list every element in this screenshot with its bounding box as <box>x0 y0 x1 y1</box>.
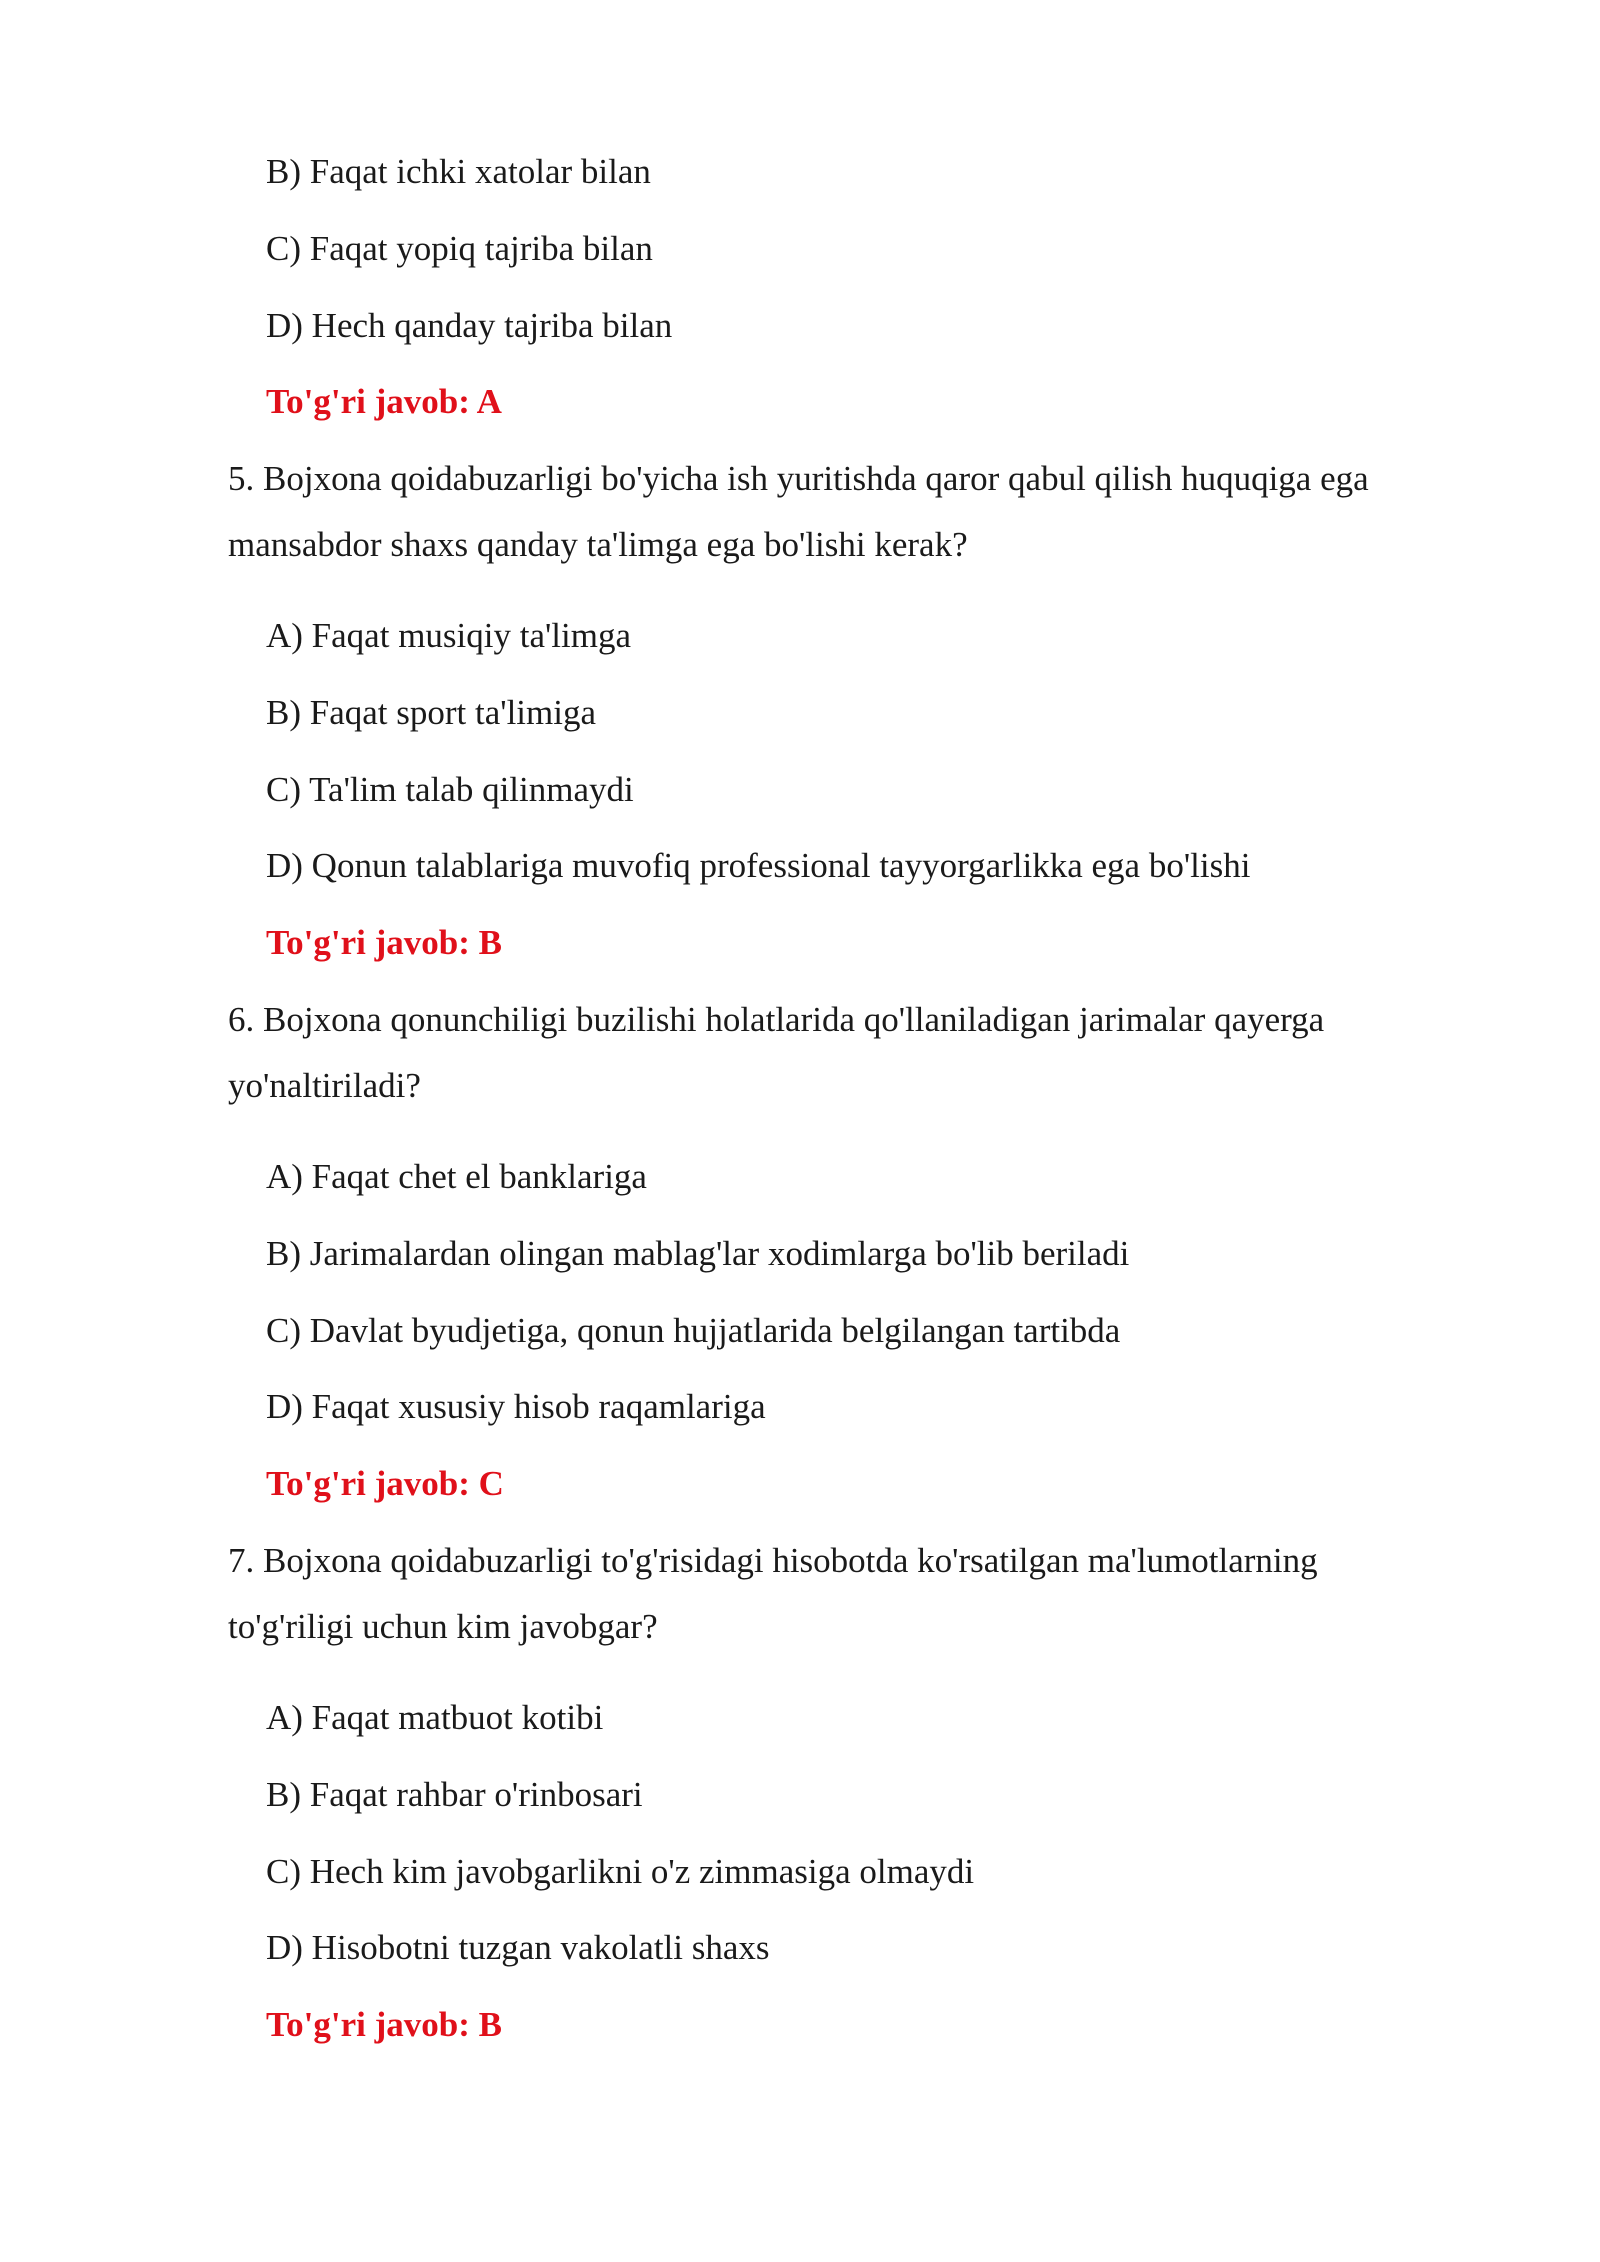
q7-text-line-2: to'g'riligi uchun kim javobgar? <box>228 1607 658 1646</box>
q6-option-c: C) Davlat byudjetiga, qonun hujjatlarida belgilangan tartibda <box>266 1311 1121 1350</box>
q6-correct-answer: To'g'ri javob: C <box>266 1464 504 1503</box>
q5-option-d: D) Qonun talablariga muvofiq professional tayyorgarlikka ega bo'lishi <box>266 846 1251 885</box>
q6-option-a: A) Faqat chet el banklariga <box>266 1157 647 1196</box>
q5-option-a: A) Faqat musiqiy ta'limga <box>266 616 632 655</box>
q6-text-line-2: yo'naltiriladi? <box>228 1066 421 1105</box>
q5-option-c: C) Ta'lim talab qilinmaydi <box>266 770 634 809</box>
q6-option-d: D) Faqat xususiy hisob raqamlariga <box>266 1387 766 1426</box>
q7-correct-answer: To'g'ri javob: B <box>266 2005 502 2044</box>
q7-option-d: D) Hisobotni tuzgan vakolatli shaxs <box>266 1928 770 1967</box>
q7-option-b: B) Faqat rahbar o'rinbosari <box>266 1775 643 1814</box>
q5-text-line-2: mansabdor shaxs qanday ta'limga ega bo'lishi kerak? <box>228 525 968 564</box>
q7-text-line-1: 7. Bojxona qoidabuzarligi to'g'risidagi hisobotda ko'rsatilgan ma'lumotlarning <box>228 1541 1318 1580</box>
q6-text-line-1: 6. Bojxona qonunchiligi buzilishi holatlarida qo'llaniladigan jarimalar qayerga <box>228 1000 1325 1039</box>
q7-option-a: A) Faqat matbuot kotibi <box>266 1698 604 1737</box>
q7-option-c: C) Hech kim javobgarlikni o'z zimmasiga olmaydi <box>266 1852 975 1891</box>
q4-correct-answer: To'g'ri javob: A <box>266 382 502 421</box>
q5-correct-answer: To'g'ri javob: B <box>266 923 502 962</box>
q4-option-b: B) Faqat ichki xatolar bilan <box>266 152 651 191</box>
q5-text-line-1: 5. Bojxona qoidabuzarligi bo'yicha ish yuritishda qaror qabul qilish huquqiga ega <box>228 459 1369 498</box>
q4-option-c: C) Faqat yopiq tajriba bilan <box>266 229 653 268</box>
q5-option-b: B) Faqat sport ta'limiga <box>266 693 597 732</box>
q6-option-b: B) Jarimalardan olingan mablag'lar xodimlarga bo'lib beriladi <box>266 1234 1130 1273</box>
q4-option-d: D) Hech qanday tajriba bilan <box>266 306 673 345</box>
